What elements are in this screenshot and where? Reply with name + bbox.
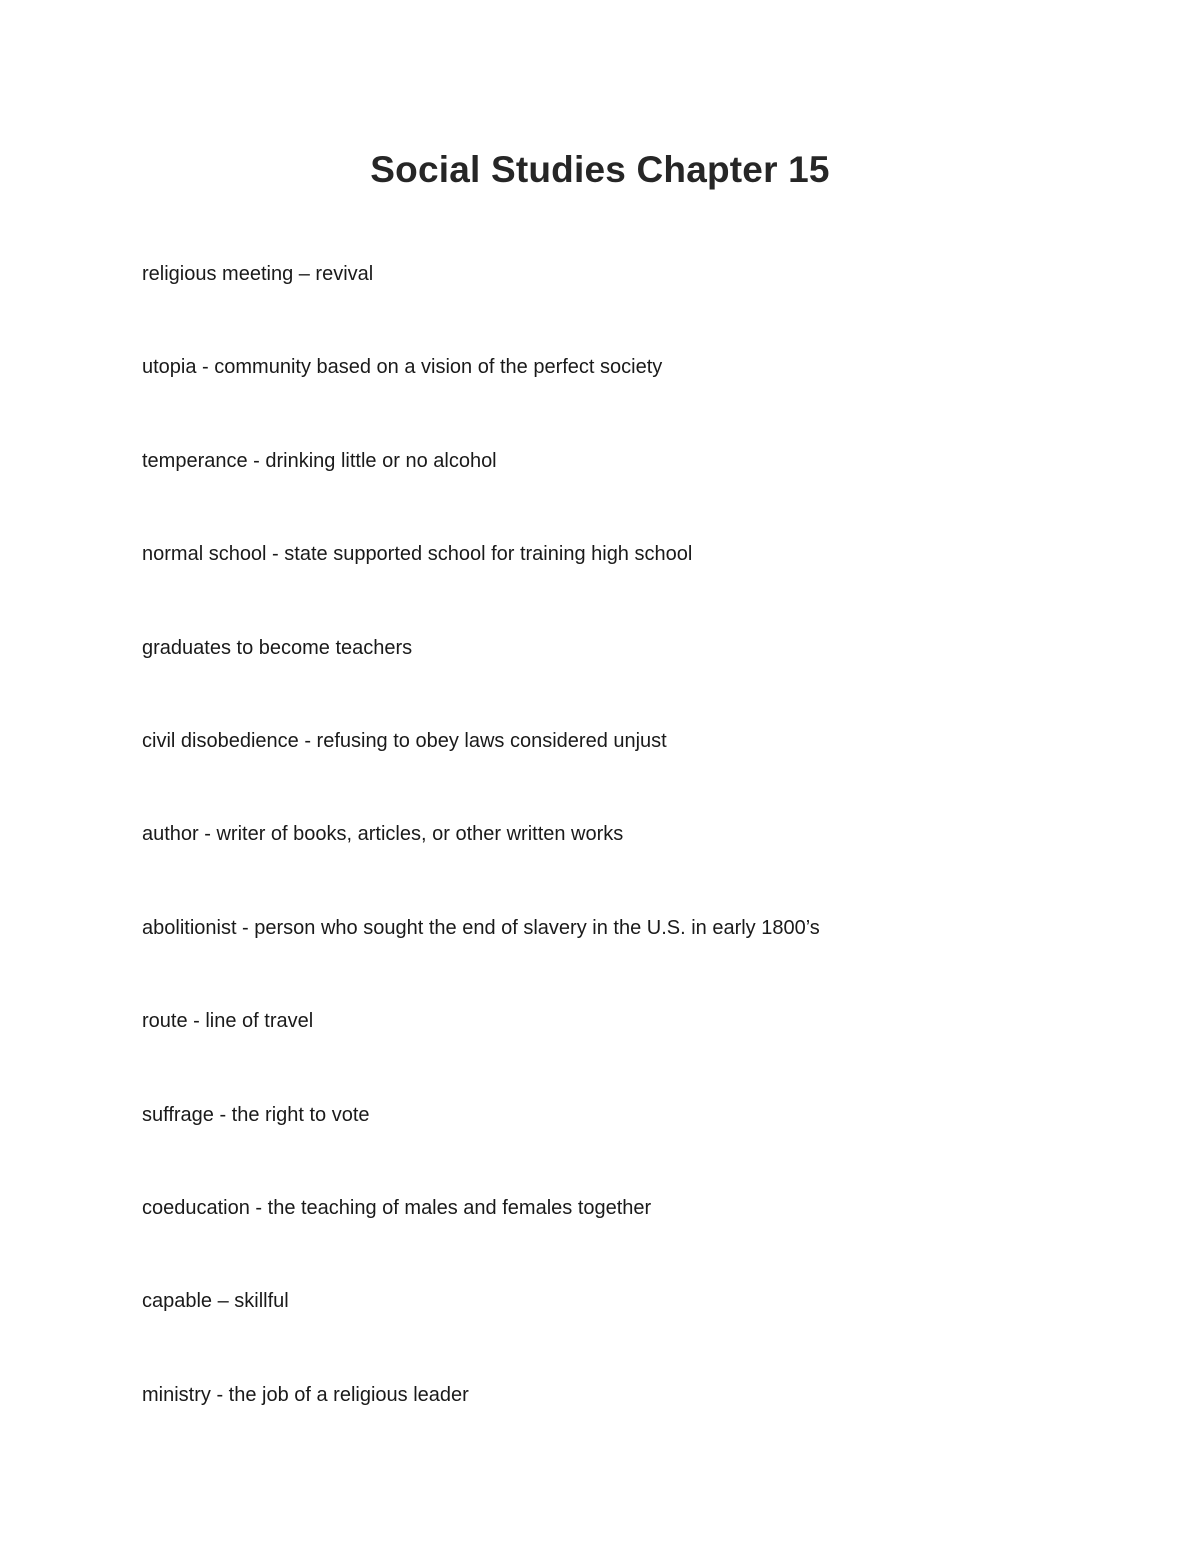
vocabulary-line: coeducation - the teaching of males and females together: [142, 1196, 652, 1219]
vocabulary-line: author - writer of books, articles, or other written works: [142, 823, 624, 846]
vocabulary-line: abolitionist - person who sought the end of slavery in the U.S. in early 1800’s: [142, 916, 820, 939]
vocabulary-line: normal school - state supported school for training high school: [142, 543, 693, 566]
vocabulary-line: suffrage - the right to vote: [142, 1103, 370, 1126]
vocabulary-line: capable – skillful: [142, 1290, 289, 1313]
vocabulary-line: temperance - drinking little or no alcohol: [142, 449, 497, 472]
page-title: Social Studies Chapter 15: [370, 149, 830, 190]
vocabulary-line: utopia - community based on a vision of the perfect society: [142, 356, 663, 379]
vocabulary-line: religious meeting – revival: [142, 263, 374, 285]
vocabulary-list: [142, 258, 1142, 1472]
vocabulary-line: ministry - the job of a religious leader: [142, 1383, 469, 1406]
vocabulary-line: civil disobedience - refusing to obey laws considered unjust: [142, 729, 667, 752]
vocabulary-line: graduates to become teachers: [142, 636, 413, 659]
vocabulary-line: route - line of travel: [142, 1010, 314, 1033]
